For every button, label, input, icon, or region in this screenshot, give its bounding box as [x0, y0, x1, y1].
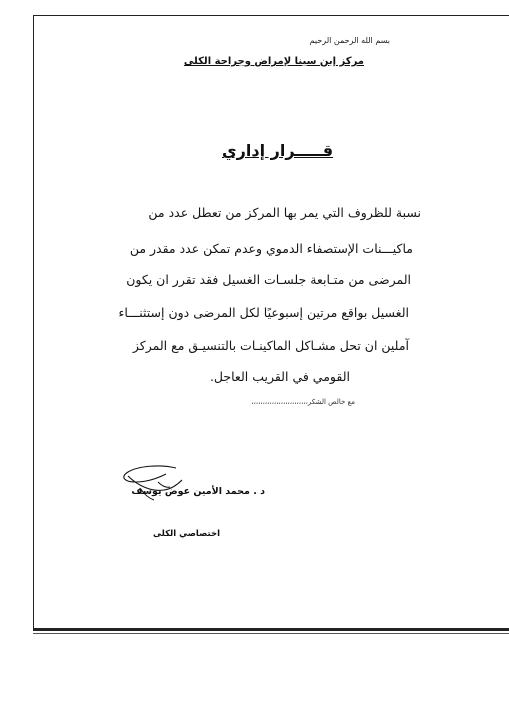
body-line-1: نسبة للظروف التي يمر بها المركز من تعطل عدد من [148, 205, 421, 220]
document-title: قـــــرار إداري [222, 141, 334, 160]
page-border-left [33, 15, 34, 629]
signatory-name: د . محمد الأمين عوض يوسف [131, 486, 265, 497]
body-line-5: آملين ان تحل مشـاكل الماكينـات بالتنسيـق مع المركز [132, 338, 409, 353]
signatory-title: اختصاصي الكلى [153, 529, 220, 539]
page-border-bottom [33, 628, 509, 631]
body-line-4: الغسيل بواقع مرتين إسبوعيًا لكل المرضى دون إستثنـــاء [118, 305, 409, 320]
closing-regards: مع خالص الشكر،،،،،،،،،،،،،،،،،،،،،،،،، [251, 398, 355, 406]
page-border-bottom-secondary [33, 633, 509, 634]
basmala-heading: بسم الله الرحمن الرحيم [309, 36, 390, 45]
body-line-6: القومي في القريب العاجل. [209, 369, 350, 384]
body-line-2: ماكيـــنات الإستصفاء الدموي وعدم تمكن عدد مقدر من [129, 241, 413, 256]
center-name-heading: مركز إبن سينا لإمراض وجراحة الكلى [183, 56, 364, 67]
handwritten-signature [118, 462, 188, 504]
page-border-top [33, 15, 509, 16]
body-line-3: المرضى من متـابعة جلسـات الغسيل فقد تقرر ان يكون [126, 272, 411, 287]
